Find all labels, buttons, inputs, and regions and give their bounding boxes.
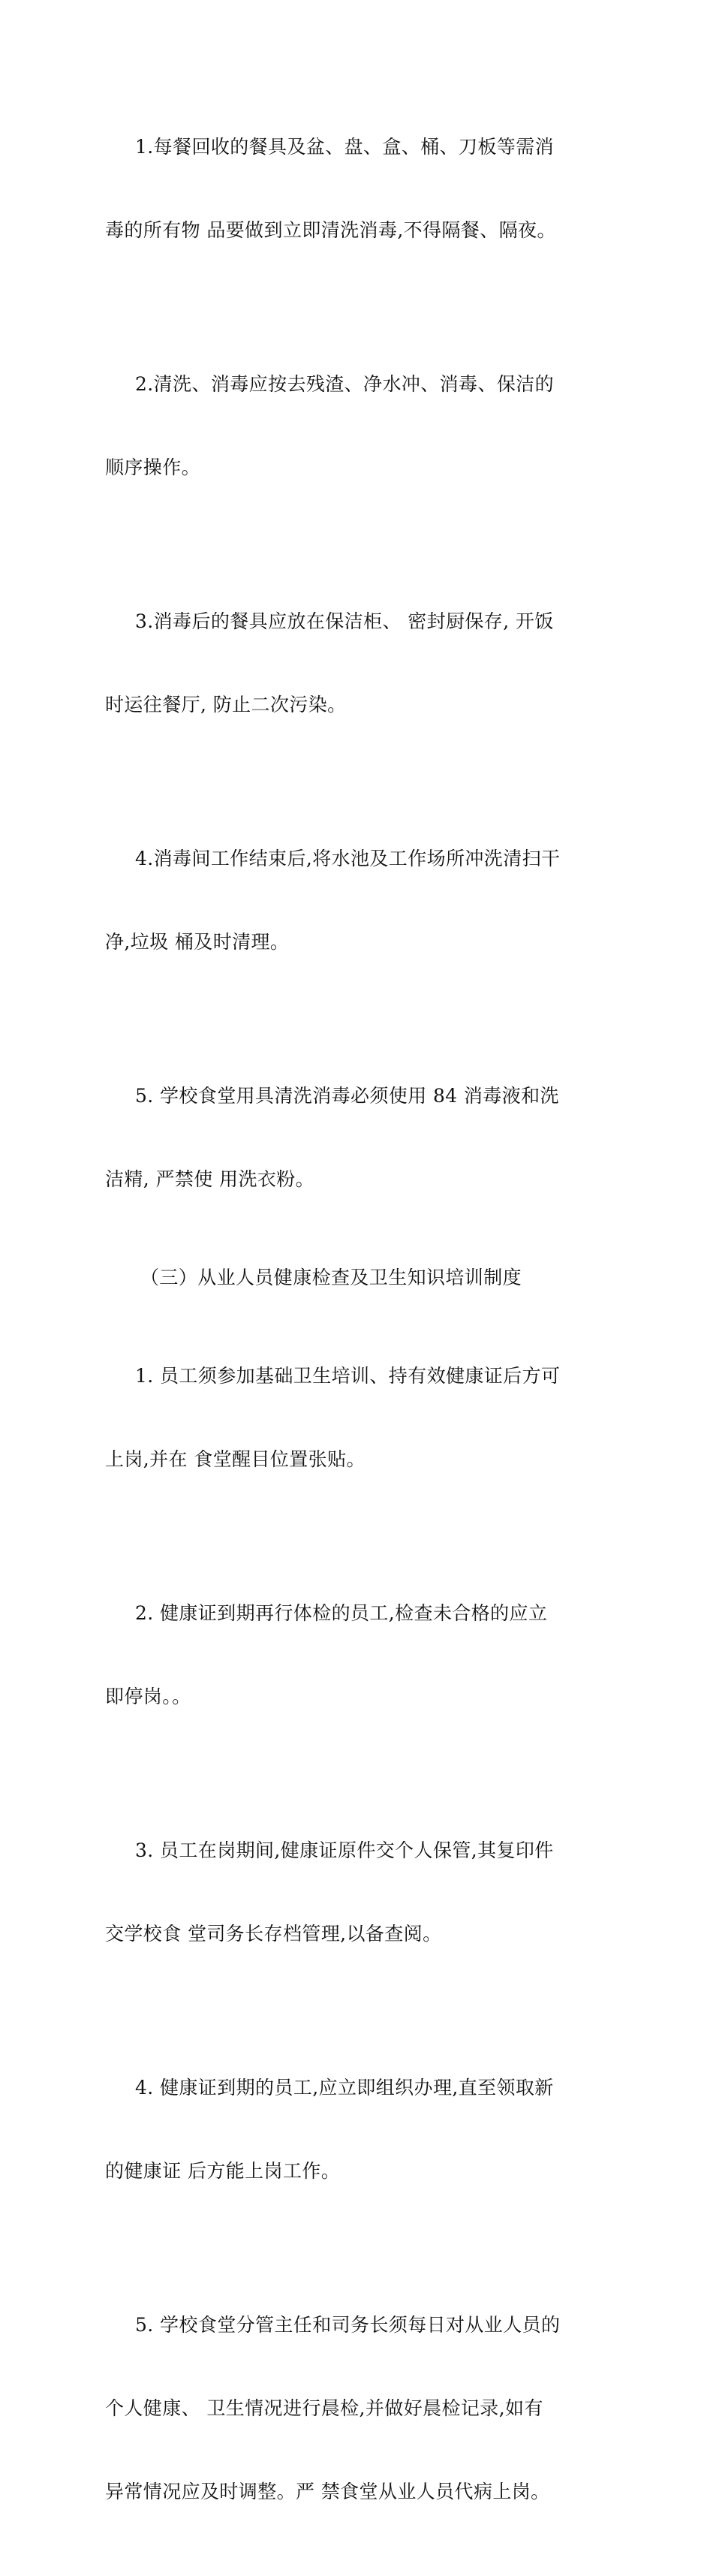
document-body — [105, 77, 608, 2576]
wash-item-2-line-2: 顺序操作。 — [105, 456, 201, 478]
health-item-3 — [105, 1781, 608, 2003]
section-heading: （三）从业人员健康检查及卫生知识培训制度 — [140, 1267, 522, 1288]
wash-item-2-line-1: 2.清洗、消毒应按去残渣、净水冲、消毒、保洁的 — [135, 373, 555, 395]
health-item-1-line-2: 上岗,并在 食堂醒目位置张贴。 — [105, 1448, 366, 1470]
wash-item-1 — [105, 77, 608, 300]
health-item-5-line-1: 5. 学校食堂分管主任和司务长须每日对从业人员的 — [135, 2314, 561, 2336]
health-item-3-line-2: 交学校食 堂司务长存档管理,以备查阅。 — [105, 1923, 442, 1945]
wash-item-3 — [105, 552, 608, 774]
wash-item-4-line-1: 4.消毒间工作结束后,将水池及工作场所冲洗清扫干 — [135, 848, 561, 869]
wash-item-3-line-1: 3.消毒后的餐具应放在保洁柜、 密封厨保存, 开饭 — [135, 610, 554, 632]
health-item-4 — [105, 2018, 608, 2240]
wash-item-4 — [105, 789, 608, 1011]
wash-item-3-line-2: 时运往餐厅, 防止二次污染。 — [105, 694, 347, 716]
health-item-2-line-2: 即停岗。。 — [105, 1686, 191, 1707]
health-item-5-line-3: 异常情况应及时调整。严 禁食堂从业人员代病上岗。 — [105, 2481, 550, 2502]
wash-item-5 — [105, 1026, 608, 1249]
wash-item-5-line-1: 5. 学校食堂用具清洗消毒必须使用 84 消毒液和洗 — [135, 1085, 559, 1107]
health-item-3-line-1: 3. 员工在岗期间,健康证原件交个人保管,其复印件 — [135, 1839, 554, 1861]
health-item-2-line-1: 2. 健康证到期再行体检的员工,检查未合格的应立 — [135, 1602, 548, 1624]
health-item-5 — [105, 2255, 608, 2561]
health-item-2 — [105, 1544, 608, 1766]
wash-item-1-line-1: 1.每餐回收的餐具及盆、盘、盒、桶、刀板等需消 — [135, 136, 555, 158]
health-item-5-line-2: 个人健康、 卫生情况进行晨检,并做好晨检记录,如有 — [105, 2397, 543, 2419]
health-item-4-line-1: 4. 健康证到期的员工,应立即组织办理,直至领取新 — [135, 2077, 554, 2098]
wash-item-1-line-2: 毒的所有物 品要做到立即清洗消毒,不得隔餐、隔夜。 — [105, 219, 556, 241]
wash-item-5-line-2: 洁精, 严禁使 用洗衣粉。 — [105, 1168, 315, 1190]
wash-item-4-line-2: 净,垃圾 桶及时清理。 — [105, 931, 290, 953]
wash-item-2 — [105, 315, 608, 537]
health-item-4-line-2: 的健康证 后方能上岗工作。 — [105, 2160, 341, 2182]
health-item-1-line-1: 1. 员工须参加基础卫生培训、持有效健康证后方可 — [135, 1365, 561, 1387]
health-item-1 — [105, 1306, 608, 1529]
